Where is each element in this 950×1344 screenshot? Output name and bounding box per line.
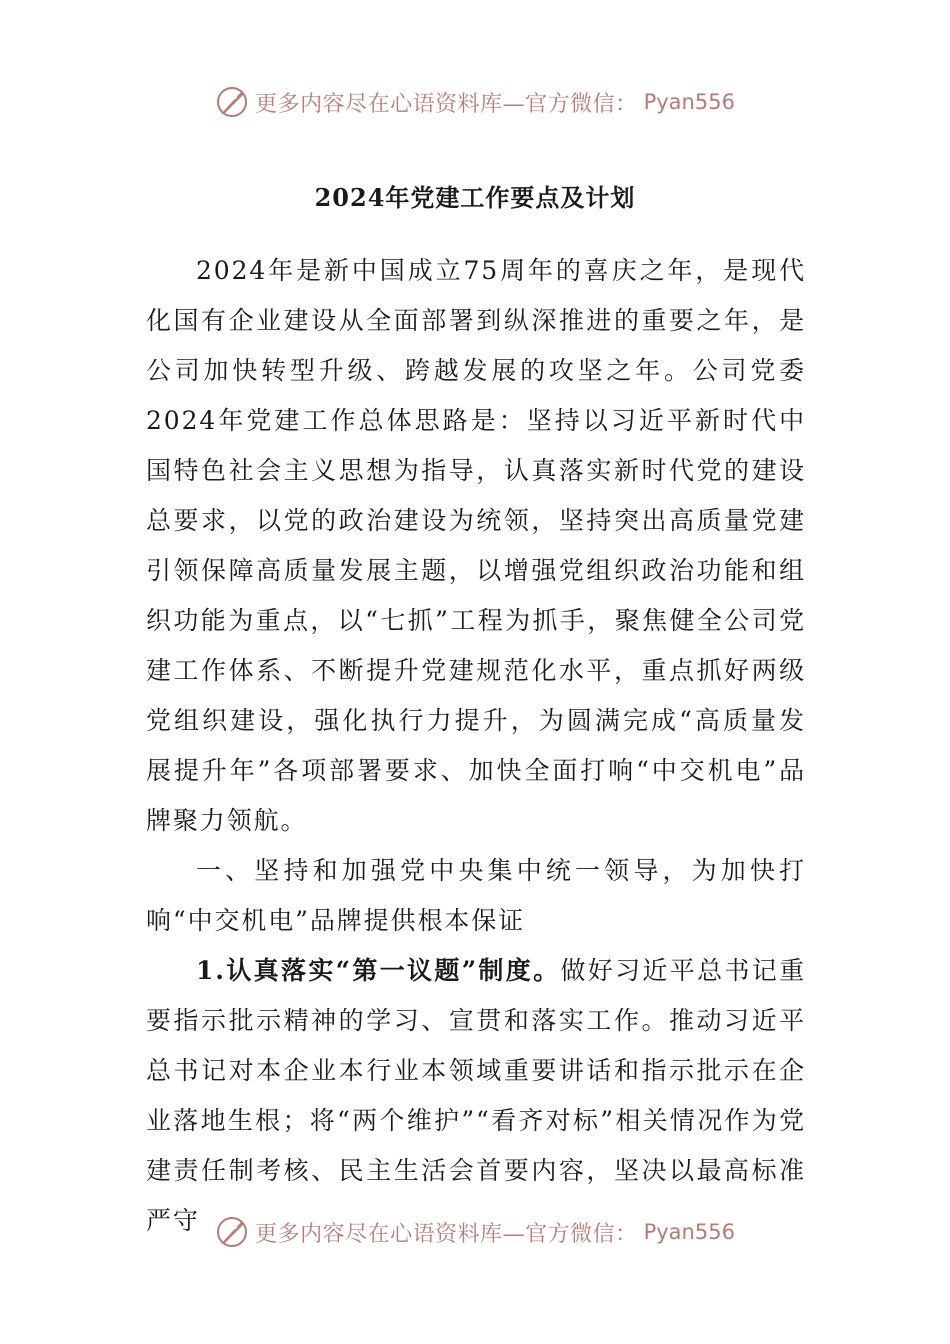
banner-wechat-id: Pyan556 [643, 90, 735, 114]
item-text-1: 做好习近平总书记重要指示批示精神的学习、宣贯和落实工作。推动习近平总书记对本企业本行业本领域重要讲话和指示批示在企业落地生根；将“两个维护”“看齐对标”相关情况作为党建责任制考核、民主生活会首要内容，坚决以最高标准严守 [146, 956, 807, 1235]
header-banner [0, 82, 950, 122]
document-body [146, 246, 806, 1246]
intro-paragraph: 2024年是新中国成立75周年的喜庆之年，是现代化国有企业建设从全面部署到纵深推进的重要之年，是公司加快转型升级、跨越发展的攻坚之年。公司党委2024年党建工作总体思路是：坚持以习近平新时代中国特色社会主义思想为指导，认真落实新时代党的建设总要求，以党的政治建设为统领，坚持突出高质量党建引领保障高质量发展主题，以增强党组织政治功能和组织功能为重点，以“七抓”工程为抓手，聚焦健全公司党建工作体系、不断提升党建规范化水平，重点抓好两级党组织建设，强化执行力提升，为圆满完成“高质量发展提升年”各项部署要求、加快全面打响“中交机电”品牌聚力领航。 [146, 256, 806, 835]
footer-banner-wechat-id: Pyan556 [643, 1220, 735, 1244]
footer-banner-text: 更多内容尽在心语资料库—官方微信： [255, 1221, 638, 1247]
quill-pen-circle-icon [215, 1215, 249, 1249]
item-paragraph-1 [146, 946, 806, 1246]
quill-pen-circle-icon [215, 85, 249, 119]
item-lead-1: 1.认真落实“第一议题”制度。 [196, 956, 561, 985]
banner-text: 更多内容尽在心语资料库—官方微信： [255, 91, 638, 117]
document-title: 2024年党建工作要点及计划 [314, 183, 636, 212]
footer-banner [0, 1212, 950, 1252]
section-heading-1: 一、坚持和加强党中央集中统一领导，为加快打响“中交机电”品牌提供根本保证 [146, 856, 806, 935]
